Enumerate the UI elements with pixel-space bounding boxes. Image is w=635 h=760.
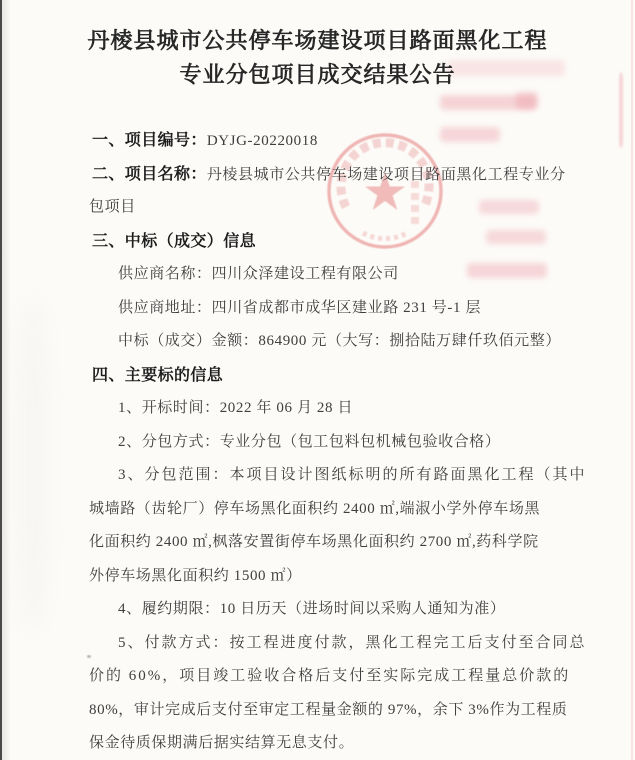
body-line-performance-period: 4、履约期限：10 日历天（进场时间以采购人通知为准） — [118, 601, 506, 617]
section-heading-label: 三、中标（成交）信息 — [92, 232, 257, 250]
section-heading-award-info — [0, 225, 635, 259]
body-line: 价的 60%，项目竣工验收合格后支付至实际完成工程量总价款的 — [89, 668, 571, 684]
body-line: 外停车场黑化面积约 1500 ㎡） — [89, 567, 302, 584]
ink-bleed-artifact — [516, 92, 538, 109]
section-heading-label: 四、主要标的信息 — [92, 366, 224, 384]
body-line: 包项目 — [89, 199, 136, 215]
section-heading-project-number — [0, 124, 635, 158]
body-line-supplier-name: 供应商名称：四川众泽建设工程有限公司 — [118, 266, 399, 282]
body-line-scope: 3、分包范围：本项目设计图纸标明的所有路面黑化工程（其中 — [118, 467, 587, 483]
body-line-bid-open-time: 1、开标时间：2022 年 06 月 28 日 — [118, 400, 354, 416]
section-heading-project-name — [0, 158, 635, 192]
document-body — [0, 124, 635, 760]
body-line-award-amount: 中标（成交）金额：864900 元（大写：捌拾陆万肆仟玖佰元整） — [118, 333, 561, 349]
field-value: 丹棱县城市公共停车场建设项目路面黑化工程专业分 — [206, 166, 566, 183]
body-line-payment-terms: 5、付款方式：按工程进度付款，黑化工程完工后支付至合同总 — [118, 634, 587, 651]
document-title — [0, 24, 635, 92]
body-line: 城墙路（齿轮厂）停车场黑化面积约 2400 ㎡,端淑小学外停车场黑 — [89, 500, 541, 517]
body-line-supplier-address: 供应商地址：四川省成都市成华区建业路 231 号-1 层 — [118, 299, 482, 316]
body-line: 化面积约 2400 ㎡,枫落安置街停车场黑化面积约 2700 ㎡,药科学院 — [89, 534, 539, 550]
body-line: 80%，审计完成后支付至审定工程量金额的 97%，余下 3%作为工程质 — [89, 701, 568, 718]
section-heading-subject-info — [0, 359, 635, 393]
field-value: DYJG-20220018 — [206, 133, 318, 149]
body-line-subcontract-mode: 2、分包方式：专业分包（包工包料包机械包验收合格） — [118, 433, 501, 450]
document-title-line2: 专业分包项目成交结果公告 — [179, 62, 456, 87]
field-label: 二、项目名称： — [92, 165, 207, 183]
body-line: 保金待质保期满后据实结算无息支付。 — [89, 735, 355, 751]
document-title-line1: 丹棱县城市公共停车场建设项目路面黑化工程 — [87, 28, 548, 53]
field-label: 一、项目编号： — [92, 132, 207, 149]
